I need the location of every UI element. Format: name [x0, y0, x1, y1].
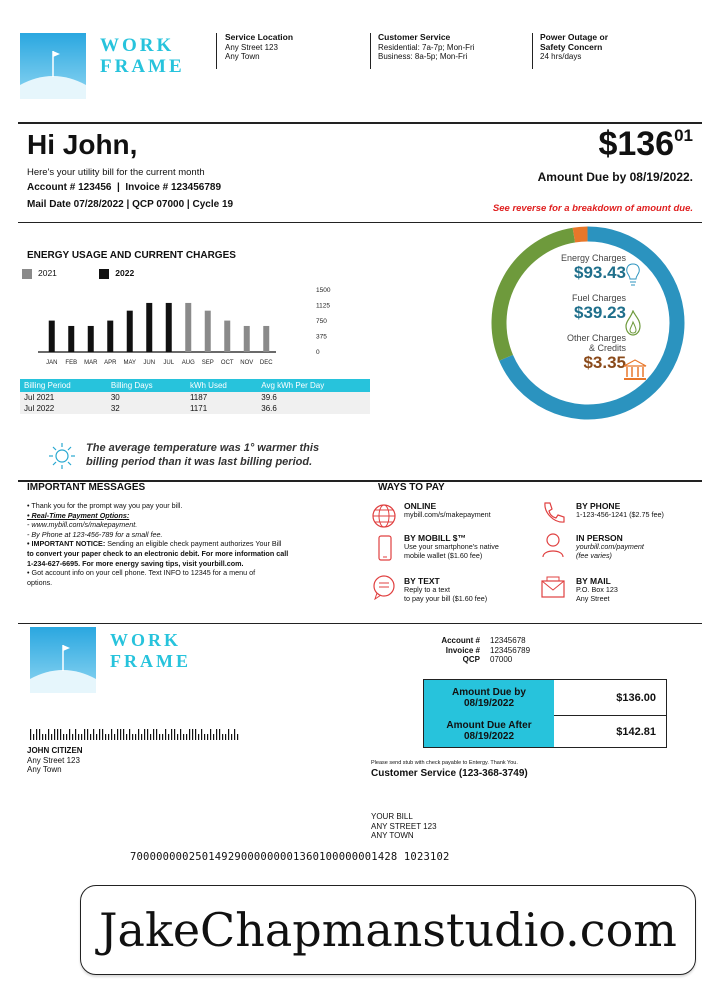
bar-2022-may — [127, 311, 133, 352]
pay-phone[interactable]: BY PHONE 1-123-456-1241 ($2.75 fee) — [576, 501, 664, 519]
table-cell: 32 — [107, 403, 186, 414]
table-cell: Jul 2021 — [20, 392, 107, 403]
barcode-bar — [168, 734, 169, 740]
barcode-bar — [132, 734, 133, 740]
table-row — [20, 403, 370, 414]
x-tick-label: FEB — [65, 360, 78, 366]
table-cell: 1187 — [186, 392, 257, 403]
barcode-bar — [120, 729, 121, 740]
usage-bar-chart — [20, 282, 350, 372]
temperature-note: The average temperature was 1° warmer this billing period than it was last billing period. — [86, 442, 320, 468]
power-outage: Power Outage or Safety Concern 24 hrs/days — [540, 32, 609, 61]
barcode-bar — [135, 734, 136, 740]
barcode-bar — [54, 729, 55, 740]
barcode-bar — [225, 734, 226, 740]
legend-2021-swatch — [22, 269, 32, 279]
table-header: Billing Days — [107, 379, 186, 392]
barcode-bar — [105, 734, 106, 740]
bar-2021-aug — [185, 303, 191, 352]
x-tick-label: JUL — [163, 360, 175, 366]
building-icon — [622, 358, 648, 382]
barcode-bar — [87, 729, 88, 740]
barcode-bar — [81, 734, 82, 740]
send-stub-note: Please send stub with check payable to Entergy. Thank You. — [371, 760, 518, 766]
bar-2022-jun — [146, 303, 152, 352]
legend — [22, 268, 134, 279]
pay-online[interactable]: ONLINE mybill.com/s/makepayment — [404, 501, 491, 519]
greeting-subtitle: Here's your utility bill for the current month — [27, 167, 205, 178]
y-tick-label: 1500 — [316, 287, 331, 294]
barcode-bar — [114, 734, 115, 740]
barcode-bar — [153, 729, 154, 740]
barcode-bar — [195, 729, 196, 740]
bar-2021-nov — [244, 326, 250, 352]
table-header: Avg kWh Per Day — [257, 379, 370, 392]
other-label-2: & Credits — [588, 343, 626, 353]
donut-slice-other-charges — [574, 234, 588, 235]
bar-2022-jan — [49, 321, 55, 352]
barcode-bar — [228, 729, 229, 740]
barcode-bar — [75, 729, 76, 740]
barcode-bar — [216, 729, 217, 740]
logo — [20, 33, 86, 104]
barcode-bar — [117, 729, 118, 740]
pay-text[interactable]: BY TEXT Reply to a text to pay your bill ($1.60 fee) — [404, 576, 488, 603]
barcode-bar — [159, 734, 160, 740]
messages-title: IMPORTANT MESSAGES — [27, 482, 146, 493]
barcode-bar — [108, 734, 109, 740]
stub-logo — [30, 627, 96, 698]
golf-flag-logo-icon — [30, 627, 96, 693]
table-header: kWh Used — [186, 379, 257, 392]
barcode-bar — [234, 729, 235, 740]
table-cell: Jul 2022 — [20, 403, 107, 414]
pay-in-person[interactable]: IN PERSON yourbill.com/payment (fee varies) — [576, 533, 644, 560]
barcode-bar — [45, 734, 46, 740]
mail-date-line: Mail Date 07/28/2022 | QCP 07000 | Cycle 19 — [27, 199, 234, 210]
barcode-bar — [39, 729, 40, 740]
pay-mail[interactable]: BY MAIL P.O. Box 123 Any Street — [576, 576, 618, 603]
barcode-bar — [192, 729, 193, 740]
barcode-bar — [42, 734, 43, 740]
barcode-bar — [99, 729, 100, 740]
bar-2021-oct — [224, 321, 230, 352]
bar-2022-jul — [166, 303, 172, 352]
bar-2022-feb — [68, 326, 74, 352]
bar-2022-mar — [88, 326, 94, 352]
barcode-bar — [72, 734, 73, 740]
barcode-bar — [57, 729, 58, 740]
barcode-bar — [84, 729, 85, 740]
customer-service-phone: Customer Service (123-368-3749) — [371, 768, 528, 779]
barcode-bar — [201, 729, 202, 740]
barcode-bar — [174, 729, 175, 740]
postal-barcode — [30, 729, 242, 741]
barcode-bar — [66, 734, 67, 740]
barcode-bar — [90, 734, 91, 740]
barcode-bar — [33, 734, 34, 740]
barcode-bar — [36, 729, 37, 740]
service-location: Service Location Any Street 123 Any Town — [225, 32, 294, 61]
golf-flag-logo-icon — [20, 33, 86, 99]
globe-icon — [371, 503, 397, 529]
x-tick-label: APR — [104, 360, 117, 366]
flame-icon — [624, 310, 642, 336]
barcode-bar — [102, 729, 103, 740]
x-tick-label: JUN — [143, 360, 156, 366]
table-header: Billing Period — [20, 379, 107, 392]
customer-service: Customer Service Residential: 7a-7p; Mon-Fri Business: 8a-5p; Mon-Fri — [378, 32, 475, 61]
billing-period-table — [20, 379, 370, 414]
barcode-bar — [60, 729, 61, 740]
fuel-amount: $39.23 — [574, 303, 626, 322]
amount-due-after-value: $142.81 — [554, 716, 667, 748]
website-watermark: JakeChapmanstudio.com — [80, 885, 696, 975]
amount-due-by-value: $136.00 — [554, 680, 667, 716]
barcode-bar — [30, 729, 31, 740]
amount-due-after-label: Amount Due After 08/19/2022 — [424, 716, 555, 748]
person-icon — [540, 532, 566, 558]
x-tick-label: DEC — [259, 360, 273, 366]
x-tick-label: SEP — [201, 360, 214, 366]
barcode-bar — [63, 734, 64, 740]
barcode-bar — [111, 729, 112, 740]
barcode-bar — [51, 734, 52, 740]
barcode-bar — [138, 729, 139, 740]
bar-2022-apr — [107, 321, 113, 352]
y-tick-label: 1125 — [316, 302, 330, 310]
barcode-bar — [207, 734, 208, 740]
table-cell: 1171 — [186, 403, 257, 414]
barcode-bar — [171, 729, 172, 740]
bar-2021-dec — [263, 326, 269, 352]
pay-mobile[interactable]: BY MOBILL $™ Use your smartphone's native mobile wallet ($1.60 fee) — [404, 533, 499, 560]
legend-2022-label: 2022 — [115, 268, 135, 278]
y-tick-label: 375 — [316, 333, 327, 341]
lightbulb-icon — [625, 263, 641, 287]
usage-title: ENERGY USAGE AND CURRENT CHARGES — [27, 250, 236, 261]
barcode-bar — [162, 734, 163, 740]
barcode-bar — [126, 734, 127, 740]
messages-body: • Thank you for the prompt way you pay your bill. • Real-Time Payment Options: - www.mybill.com/s/makepayment. - By Phone at 123-456-789 for a small fee. • IMPORTANT NOTICE: Sending an eligible check payment authorizes Your Bill to convert your paper check to an electronic debit. For more information call 1-234-627-6695. For more energy saving tips, visit yourbill.com. • Got account info on your cell phone. Text INFO to 12345 for a menu of options. — [27, 501, 289, 587]
amount-due-by-label: Amount Due by 08/19/2022 — [424, 680, 555, 716]
barcode-bar — [186, 734, 187, 740]
barcode-bar — [213, 734, 214, 740]
account-line: Account # 123456 | Invoice # 123456789 — [27, 182, 222, 193]
phone-icon — [540, 500, 566, 526]
amount-due-label: Amount Due by 08/19/2022. — [537, 170, 693, 184]
barcode-bar — [165, 729, 166, 740]
barcode-bar — [141, 734, 142, 740]
barcode-bar — [93, 729, 94, 740]
x-tick-label: NOV — [240, 360, 254, 366]
amount-due-big: $\$136^{01}$ — [598, 125, 693, 163]
other-label: Other Charges — [566, 333, 626, 343]
barcode-bar — [183, 734, 184, 740]
fuel-label: Fuel Charges — [571, 293, 626, 303]
sun-icon — [48, 442, 76, 470]
energy-amount: $93.43 — [574, 263, 626, 282]
barcode-bar — [129, 729, 130, 740]
amount-due-table — [423, 679, 667, 748]
reverse-note: See reverse for a breakdown of amount due. — [492, 203, 693, 214]
y-tick-label: 0 — [316, 349, 320, 356]
brand-name: WORK FRAME — [100, 35, 185, 77]
x-tick-label: MAR — [84, 360, 98, 366]
stub-brand-name: WORK FRAME — [110, 630, 191, 671]
return-address: YOUR BILL ANY STREET 123 ANY TOWN — [371, 812, 437, 840]
chat-bubble-icon — [371, 574, 397, 600]
barcode-bar — [180, 729, 181, 740]
energy-label: Energy Charges — [560, 253, 626, 263]
barcode-bar — [96, 734, 97, 740]
barcode-bar — [219, 729, 220, 740]
barcode-bar — [237, 734, 238, 740]
barcode-bar — [78, 734, 79, 740]
x-tick-label: MAY — [123, 360, 137, 366]
barcode-bar — [222, 734, 223, 740]
barcode-bar — [48, 729, 49, 740]
greeting: Hi John, — [27, 129, 138, 160]
donut-labels — [526, 253, 626, 373]
table-cell: 30 — [107, 392, 186, 403]
barcode-bar — [198, 734, 199, 740]
other-amount: $3.35 — [583, 353, 626, 372]
legend-2022-swatch — [99, 269, 109, 279]
legend-2021-label: 2021 — [38, 268, 57, 278]
x-tick-label: JAN — [46, 360, 58, 366]
barcode-bar — [231, 734, 232, 740]
customer-address: JOHN CITIZEN Any Street 123 Any Town — [27, 746, 83, 774]
envelope-icon — [540, 574, 566, 600]
barcode-bar — [150, 734, 151, 740]
table-cell: 36.6 — [257, 403, 370, 414]
barcode-bar — [123, 729, 124, 740]
barcode-bar — [204, 734, 205, 740]
barcode-bar — [189, 729, 190, 740]
y-tick-label: 750 — [316, 318, 327, 325]
ways-to-pay-title: WAYS TO PAY — [378, 482, 445, 493]
smartphone-icon — [372, 535, 398, 561]
barcode-bar — [69, 729, 70, 740]
table-cell: 39.6 — [257, 392, 370, 403]
ocr-scanline: 70000000025014929000000001360100000001428 1023102 — [130, 851, 450, 863]
bar-2021-sep — [205, 311, 211, 352]
barcode-bar — [144, 729, 145, 740]
x-tick-label: OCT — [220, 360, 234, 366]
barcode-bar — [156, 729, 157, 740]
table-row — [20, 392, 370, 403]
barcode-bar — [147, 729, 148, 740]
stub-account-info: Account # 12345678 Invoice # 123456789 QCP 07000 — [441, 636, 531, 664]
barcode-bar — [177, 734, 178, 740]
x-tick-label: AUG — [181, 360, 195, 366]
barcode-bar — [210, 729, 211, 740]
